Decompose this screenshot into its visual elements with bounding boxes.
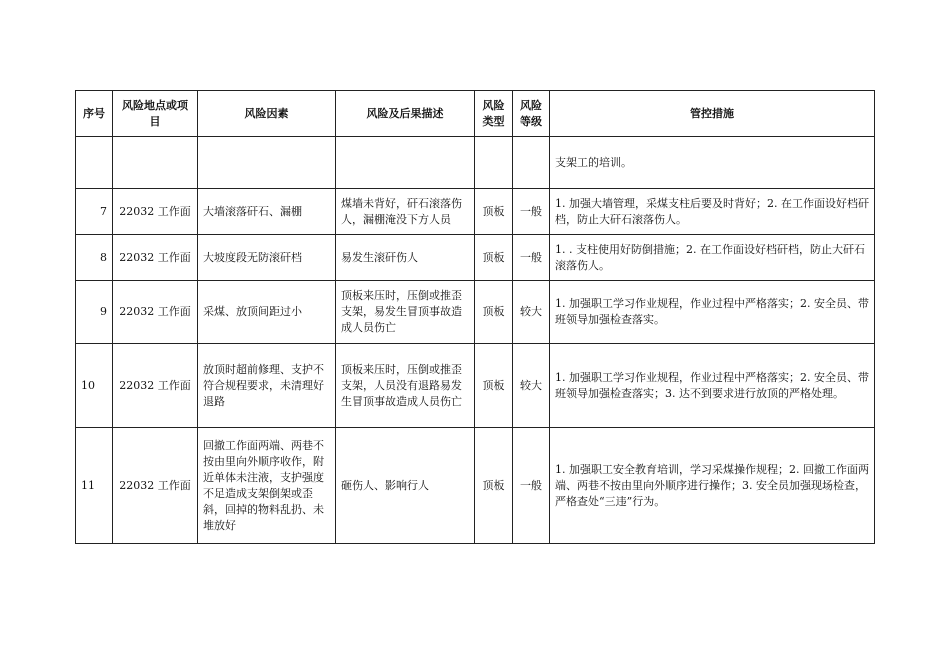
cell-type: 顶板 [475,344,513,428]
cell-description: 煤墙未背好，矸石滚落伤人，漏棚淹没下方人员 [336,189,475,235]
cell-seq: 11 [76,428,113,544]
cell-measures: 支架工的培训。 [550,137,875,189]
cell-type: 顶板 [475,189,513,235]
cell-type: 顶板 [475,235,513,281]
header-measures: 管控措施 [550,91,875,137]
header-location: 风险地点或项目 [113,91,198,137]
cell-level: 较大 [513,281,550,344]
table-row [76,137,875,189]
cell-measures: 1. 加强职工学习作业规程，作业过程中严格落实；2. 安全员、带班领导加强检查落实；3. 达不到要求进行放顶的严格处理。 [550,344,875,428]
cell-measures: 1. 加强职工安全教育培训，学习采煤操作规程；2. 回撤工作面两端、两巷不按由里向外顺序进行操作；3. 安全员加强现场检查，严格查处“三违”行为。 [550,428,875,544]
cell-type: 顶板 [475,281,513,344]
cell-seq: 8 [76,235,113,281]
cell-level: 一般 [513,189,550,235]
table-row [76,281,875,344]
cell-description: 顶板来压时，压倒或推歪支架，人员没有退路易发生冒顶事故造成人员伤亡 [336,344,475,428]
cell-location: 22032 工作面 [113,189,198,235]
cell-measures: 1. 加强大墙管理，采煤支柱后要及时背好；2. 在工作面设好档矸档，防止大矸石滚落伤人。 [550,189,875,235]
cell-measures: 1. 加强职工学习作业规程，作业过程中严格落实；2. 安全员、带班领导加强检查落实。 [550,281,875,344]
cell-seq: 10 [76,344,113,428]
cell-location: 22032 工作面 [113,344,198,428]
cell-type: 顶板 [475,428,513,544]
header-row [76,91,875,137]
cell-location: 22032 工作面 [113,281,198,344]
risk-control-table [75,90,875,544]
cell-level: 一般 [513,235,550,281]
cell-type [475,137,513,189]
table-row [76,235,875,281]
header-type: 风险类型 [475,91,513,137]
header-description: 风险及后果描述 [336,91,475,137]
cell-seq: 9 [76,281,113,344]
cell-seq [76,137,113,189]
table-row [76,428,875,544]
cell-description: 易发生滚矸伤人 [336,235,475,281]
cell-factor: 大墙滚落矸石、漏棚 [198,189,336,235]
cell-factor: 回撤工作面两端、两巷不按由里向外顺序收作，附近单体未注液，支护强度不足造成支架倒架或歪斜，回掉的物料乱扔、未堆放好 [198,428,336,544]
cell-level [513,137,550,189]
cell-factor: 采煤、放顶间距过小 [198,281,336,344]
cell-level: 一般 [513,428,550,544]
header-factor: 风险因素 [198,91,336,137]
header-seq: 序号 [76,91,113,137]
cell-level: 较大 [513,344,550,428]
table-row [76,189,875,235]
cell-description [336,137,475,189]
cell-measures: 1. . 支柱使用好防倒措施；2. 在工作面设好档矸档，防止大矸石滚落伤人。 [550,235,875,281]
cell-description: 顶板来压时，压倒或推歪支架，易发生冒顶事故造成人员伤亡 [336,281,475,344]
cell-seq: 7 [76,189,113,235]
cell-location: 22032 工作面 [113,235,198,281]
cell-factor [198,137,336,189]
table-row [76,344,875,428]
cell-factor: 大坡度段无防滚矸档 [198,235,336,281]
cell-location: 22032 工作面 [113,428,198,544]
cell-description: 砸伤人、影响行人 [336,428,475,544]
cell-factor: 放顶时超前修理、支护不符合规程要求，未清理好退路 [198,344,336,428]
cell-location [113,137,198,189]
header-level: 风险等级 [513,91,550,137]
